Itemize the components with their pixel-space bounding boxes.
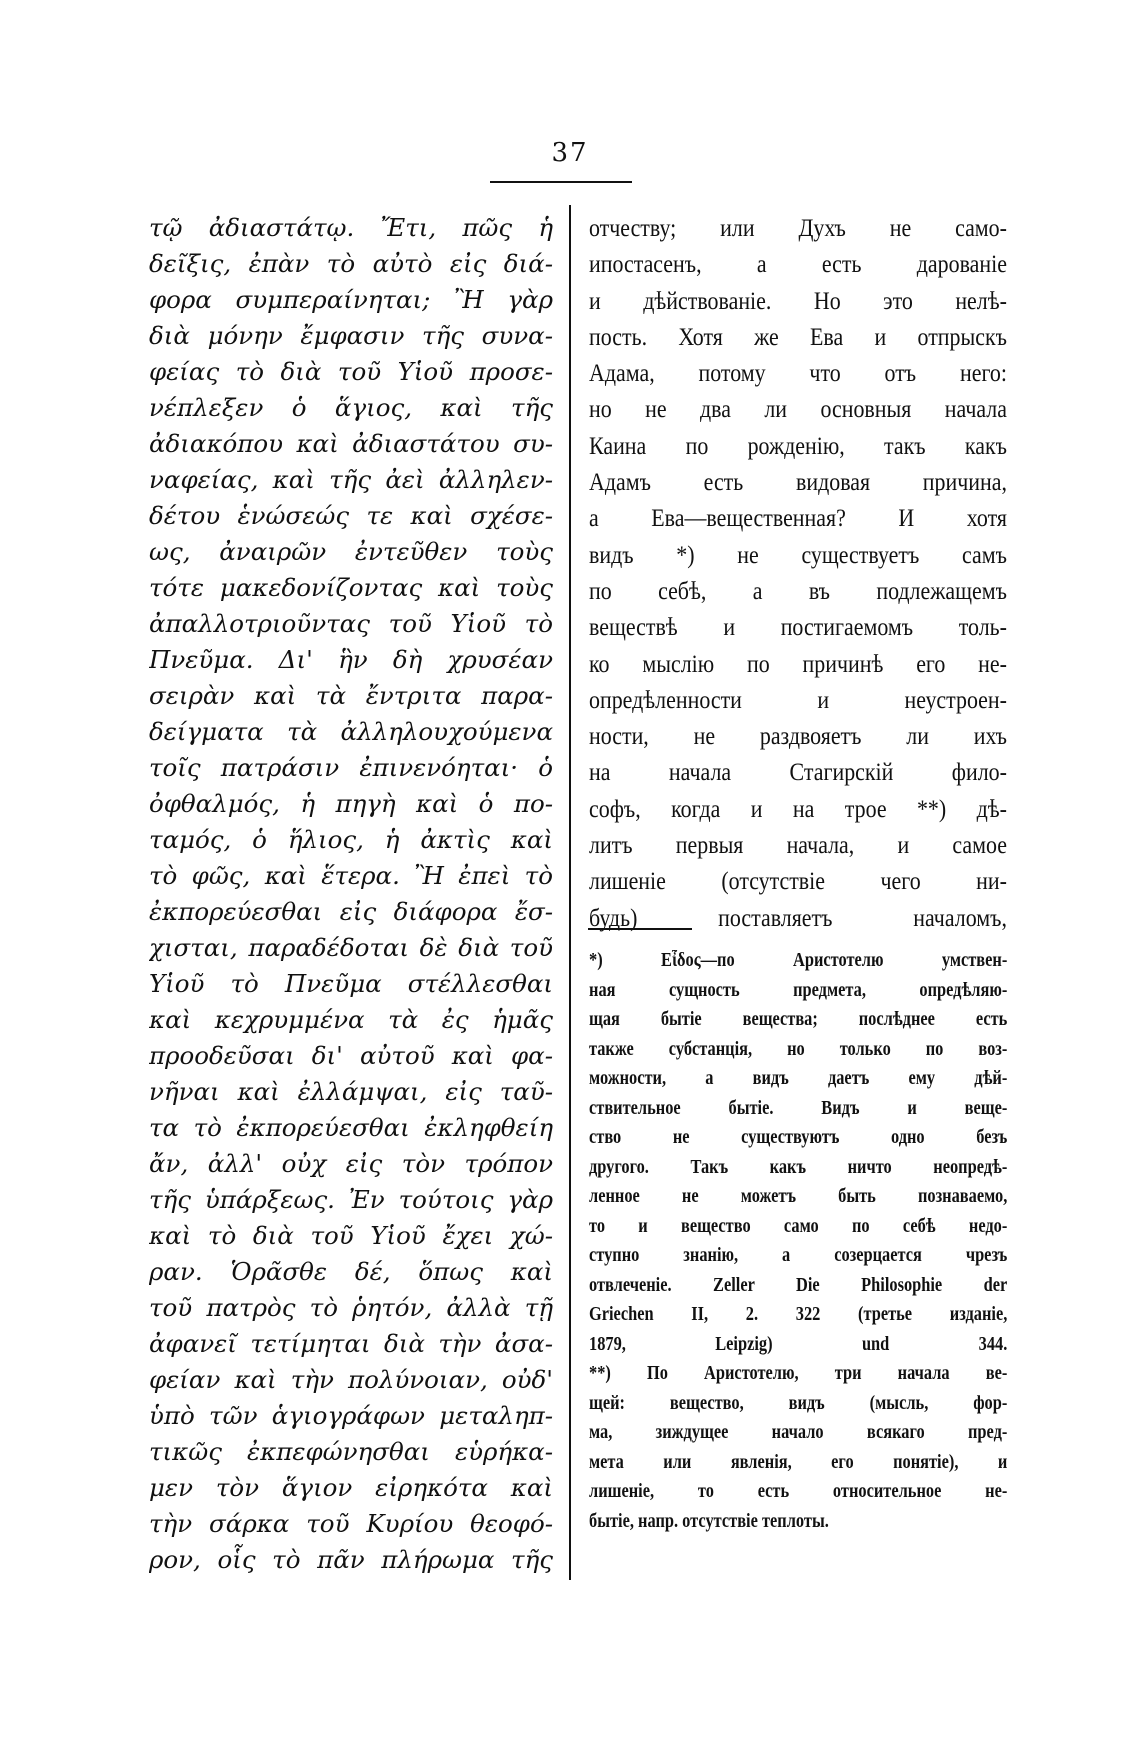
greek-text-line: ἄν, ἀλλ' οὐχ εἰς τὸν τρόπον bbox=[149, 1149, 553, 1178]
russian-text-line: видъ *) не существуетъ самъ bbox=[589, 539, 1007, 569]
greek-text-line: καὶ κεχρυμμένα τὰ ἐς ἡμᾶς bbox=[149, 1005, 553, 1034]
footnote-line: лишеніе, то есть относительное не- bbox=[589, 1481, 1008, 1502]
greek-text-line: τότε μακεδονίζοντας καὶ τοὺς bbox=[149, 573, 553, 602]
greek-text-line: ρον, οἷς τὸ πᾶν πλήρωμα τῆς bbox=[149, 1545, 553, 1574]
greek-text-line: τῆς ὑπάρξεως. Ἐν τούτοις γὰρ bbox=[149, 1185, 553, 1214]
greek-text-line: τῷ ἀδιαστάτῳ. Ἔτι, πῶς ἡ bbox=[149, 213, 553, 242]
footnote-line: ство не существуютъ одно безъ bbox=[589, 1127, 1008, 1148]
greek-column bbox=[149, 210, 553, 1578]
footnote-line: ная сущность предмета, опредѣляю- bbox=[589, 979, 1008, 1001]
page-number: 37 bbox=[551, 138, 589, 168]
russian-text-line: но не два ли основныя начала bbox=[589, 394, 1007, 424]
footnote-line: ступно знанію, а созерцается чрезъ bbox=[589, 1245, 1008, 1266]
greek-text-line: ἀφανεῖ τετίμηται διὰ τὴν ἀσα- bbox=[149, 1329, 553, 1358]
greek-text-line: ραν. Ὁρᾶσθε δέ, ὅπως καὶ bbox=[149, 1257, 553, 1286]
russian-text-line: ко мыслію по причинѣ его не- bbox=[589, 648, 1007, 678]
greek-text-line: διὰ μόνην ἔμφασιν τῆς συνα- bbox=[149, 321, 553, 350]
russian-text-line: по себѣ, а въ подлежащемъ bbox=[589, 575, 1007, 605]
greek-text-line: νῆναι καὶ ἐλλάμψαι, εἰς ταῦ- bbox=[149, 1077, 553, 1106]
greek-text-line: τικῶς ἐκπεφώνησθαι εὑρήκα- bbox=[149, 1437, 553, 1466]
footnote-line: другого. Такъ какъ ничто неопредѣ- bbox=[589, 1156, 1008, 1178]
footnote-line: 1879, Leipzig) und 344. bbox=[589, 1333, 1008, 1355]
russian-text-line: Каина по рожденію, такъ какъ bbox=[589, 430, 1007, 460]
greek-text-line: Υἱοῦ τὸ Πνεῦμα στέλλεσθαι bbox=[149, 969, 553, 998]
greek-text-line: ως, ἀναιρῶν ἐντεῦθεν τοὺς bbox=[149, 537, 553, 566]
greek-text-line: φείας τὸ διὰ τοῦ Υἱοῦ προσε- bbox=[149, 357, 553, 386]
greek-text-line: τα τὸ ἐκπορεύεσθαι ἐκληφθείη bbox=[149, 1113, 553, 1142]
greek-text-line: ἀπαλλοτριοῦντας τοῦ Υἱοῦ τὸ bbox=[149, 609, 553, 638]
russian-column bbox=[589, 210, 1007, 936]
russian-text-line: пость. Хотя же Ева и отпрыскъ bbox=[589, 321, 1007, 351]
footnote-line: можности, а видъ даетъ ему дѣй- bbox=[589, 1068, 1008, 1089]
russian-text-line: на начала Стагирскій фило- bbox=[589, 757, 1007, 787]
footnote-line: также субстанція, но только по воз- bbox=[589, 1038, 1008, 1060]
footnote-line: *) Εἶδος—по Аристотелю умствен- bbox=[589, 950, 1008, 971]
footnote-line: Griechen II, 2. 322 (третье изданіе, bbox=[589, 1304, 1008, 1325]
greek-text-line: φείαν καὶ τὴν πολύνοιαν, οὐδ' bbox=[149, 1365, 553, 1394]
footnote-rule bbox=[588, 928, 692, 930]
greek-text-line: ταμός, ὁ ἥλιος, ἡ ἀκτὶς καὶ bbox=[149, 825, 553, 854]
footnote-line: то и вещество само по себѣ недо- bbox=[589, 1215, 1008, 1237]
russian-text-line: Адамъ есть видовая причина, bbox=[589, 467, 1007, 497]
footnote-line: **) По Аристотелю, три начала ве- bbox=[589, 1363, 1008, 1384]
footnote-line: ствительное бытіе. Видъ и веще- bbox=[589, 1097, 1008, 1119]
greek-text-line: τοῖς πατράσιν ἐπινενόηται· ὁ bbox=[149, 753, 553, 782]
russian-text-line: литъ первыя начала, и самое bbox=[589, 830, 1007, 860]
greek-text-line: δεῖξις, ἐπὰν τὸ αὐτὸ εἰς διά- bbox=[149, 249, 553, 278]
russian-text-line: ности, не раздвояетъ ли ихъ bbox=[589, 721, 1007, 751]
greek-text-line: σειρὰν καὶ τὰ ἔντριτα παρα- bbox=[149, 681, 553, 710]
greek-text-line: ἐκπορεύεσθαι εἰς διάφορα ἔσ- bbox=[149, 897, 553, 926]
russian-text-line: лишеніе (отсутствіе чего ни- bbox=[589, 866, 1007, 896]
footnote-line: ленное не можетъ быть познаваемо, bbox=[589, 1186, 1008, 1207]
russian-text-line: и дѣйствованіе. Но это нелѣ- bbox=[589, 285, 1007, 315]
russian-text-line: Адама, потому что отъ него: bbox=[589, 358, 1007, 388]
greek-text-line: Πνεῦμα. Δι' ἣν δὴ χρυσέαν bbox=[149, 645, 553, 674]
greek-text-line: ὀφθαλμός, ἡ πηγὴ καὶ ὁ πο- bbox=[149, 789, 553, 818]
greek-text-line: τοῦ πατρὸς τὸ ῥητόν, ἀλλὰ τῇ bbox=[149, 1293, 553, 1322]
russian-text-line: отчеству; или Духъ не само- bbox=[589, 213, 1007, 242]
footnote-line: ма, зиждущее начало всякаго пред- bbox=[589, 1422, 1008, 1443]
greek-text-line: ναφείας, καὶ τῆς ἀεὶ ἀλληλεν- bbox=[149, 465, 553, 494]
greek-text-line: δείγματα τὰ ἀλληλουχούμενα bbox=[149, 717, 553, 746]
footnote-line: мета или явленія, его понятіе), и bbox=[589, 1451, 1008, 1473]
greek-text-line: φορα συμπεραίνηται; Ἢ γὰρ bbox=[149, 285, 553, 314]
footnote-line: отвлеченіе. Zeller Die Philosophie der bbox=[589, 1274, 1008, 1296]
greek-text-line: χισται, παραδέδοται δὲ διὰ τοῦ bbox=[149, 933, 553, 962]
russian-text-line: опредѣленности и неустроен- bbox=[589, 684, 1007, 714]
greek-text-line: καὶ τὸ διὰ τοῦ Υἱοῦ ἔχει χώ- bbox=[149, 1221, 553, 1250]
russian-text-line: ипостасенъ, а есть дарованіе bbox=[589, 249, 1007, 279]
greek-text-line: ἀδιακόπου καὶ ἀδιαστάτου συ- bbox=[149, 429, 553, 458]
greek-text-line: νέπλεξεν ὁ ἅγιος, καὶ τῆς bbox=[149, 393, 553, 422]
greek-text-line: μεν τὸν ἅγιον εἰρηκότα καὶ bbox=[149, 1473, 553, 1502]
russian-text-line: веществѣ и постигаемомъ толь- bbox=[589, 612, 1007, 642]
russian-text-line: будь) поставляетъ началомъ, bbox=[589, 902, 1007, 932]
footnote-line: щая бытіе вещества; послѣднее есть bbox=[589, 1009, 1008, 1030]
russian-text-line: софъ, когда и на трое **) дѣ- bbox=[589, 793, 1007, 823]
greek-text-line: τὸ φῶς, καὶ ἕτερα. Ἢ ἐπεὶ τὸ bbox=[149, 861, 553, 890]
greek-text-line: τὴν σάρκα τοῦ Κυρίου θεοφό- bbox=[149, 1509, 553, 1538]
footnote-line: бытіе, напр. отсутствіе теплоты. bbox=[589, 1510, 829, 1532]
greek-text-line: ὑπὸ τῶν ἁγιογράφων μεταληπ- bbox=[149, 1401, 553, 1430]
column-divider bbox=[569, 205, 571, 1580]
page-number-rule bbox=[490, 181, 632, 183]
russian-text-line: а Ева—вещественная? И хотя bbox=[589, 503, 1007, 533]
footnotes bbox=[589, 946, 1007, 1536]
footnote-line: щей: вещество, видъ (мысль, фор- bbox=[589, 1392, 1008, 1414]
greek-text-line: δέτου ἑνώσεώς τε καὶ σχέσε- bbox=[149, 501, 553, 530]
greek-text-line: προοδεῦσαι δι' αὐτοῦ καὶ φα- bbox=[149, 1041, 553, 1070]
